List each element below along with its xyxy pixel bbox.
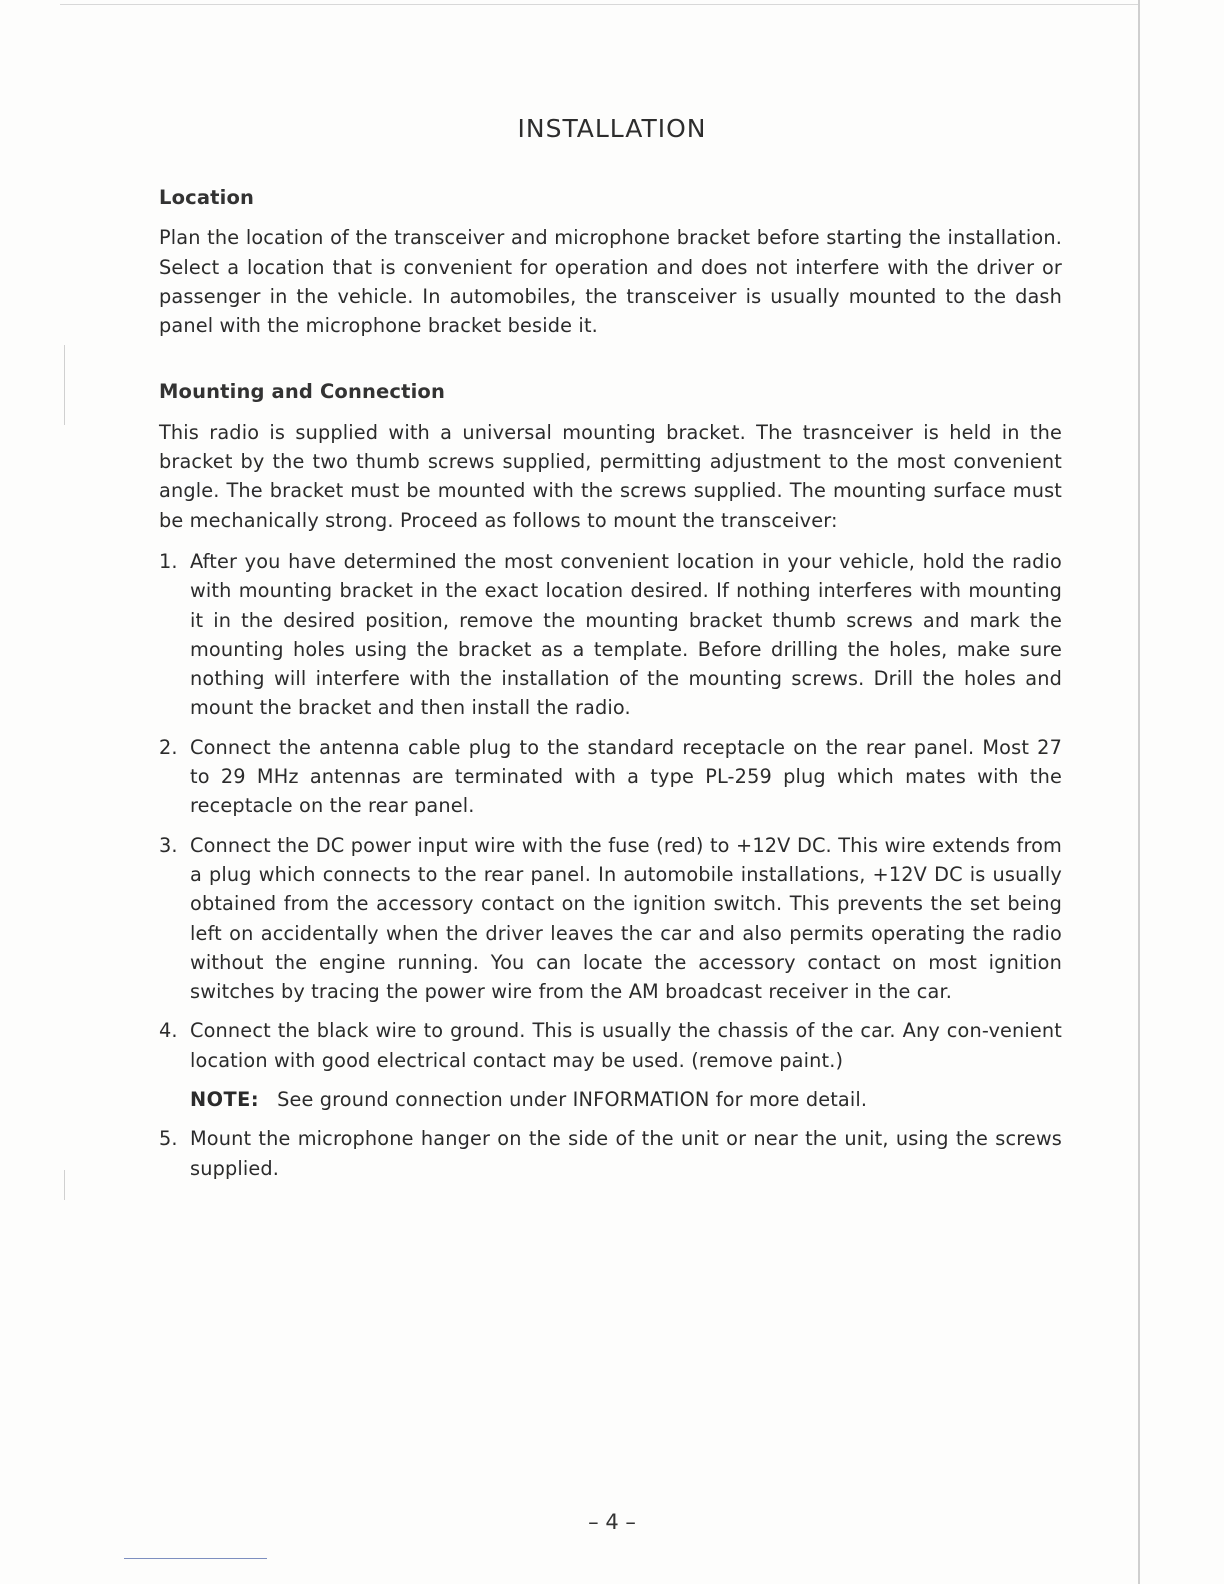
mounting-section [159, 377, 1062, 1182]
step-number: 1. [159, 549, 178, 573]
location-paragraph: Plan the location of the transceiver and microphone bracket before starting the installation. Select a location that is convenient for operation and does not interfere with the driver or passenger in the vehicle. In automobiles, the transceiver is usually mounted to the dash panel with the microphone bracket beside it. [159, 226, 1062, 338]
step-text: Connect the DC power input wire with the fuse (red) to +12V DC. This wire extends from a plug which connects to the rear panel. In automobile installations, +12V DC is usually obtained from the accessory contact on the ignition switch. This prevents the set being left on accidentally when the driver leaves the car and also permits operating the radio without the engine running. You can locate the accessory contact on most ignition switches by tracing the power wire from the AM broadcast receiver in the car. [190, 833, 1062, 1004]
note-label: NOTE: [190, 1088, 260, 1112]
step-number: 5. [159, 1127, 178, 1151]
scan-top-edge [60, 4, 1140, 5]
list-item [159, 1124, 1062, 1183]
step-number: 3. [159, 833, 178, 857]
list-item [159, 1016, 1062, 1075]
mounting-heading: Mounting and Connection [159, 380, 445, 404]
step-text: Mount the microphone hanger on the side of the unit or near the unit, using the screws supplied. [190, 1127, 1062, 1180]
mounting-paragraph: This radio is supplied with a universal mounting bracket. The trasnceiver is held in the bracket by the two thumb screws supplied, permitting adjustment to the most convenient angle. The bracket must be mounted with the screws supplied. The mounting surface must be mechanically strong. Proceed as follows to mount the transceiver: [159, 420, 1062, 532]
page-number: – 4 – [588, 1510, 636, 1534]
step-text: After you have determined the most convenient location in your vehicle, hold the radio with mounting bracket in the exact location desired. If nothing interferes with mounting it in the desired position, remove the mounting bracket thumb screws and mark the mounting holes using the bracket as a template. Before drilling the holes, make sure nothing will interfere with the installation of the mounting screws. Drill the holes and mount the bracket and then install the radio. [190, 549, 1062, 720]
step-number: 4. [159, 1019, 178, 1043]
list-item [159, 547, 1062, 723]
list-item [159, 733, 1062, 821]
step-number: 2. [159, 735, 178, 759]
location-heading: Location [159, 186, 255, 209]
location-section [159, 183, 1062, 340]
step-text: Connect the black wire to ground. This is usually the chassis of the car. Any con-venient location with good electrical contact may be used. (remove paint.) [190, 1019, 1062, 1072]
scan-left-mark [64, 345, 65, 425]
page-title: INSTALLATION [517, 114, 707, 143]
list-item [159, 831, 1062, 1007]
step-text: Connect the antenna cable plug to the standard receptacle on the rear panel. Most 27 to 29 MHz antennas are terminated with a type PL-259 plug which mates with the receptacle on the rear panel. [190, 735, 1062, 818]
scan-bottom-line [124, 1558, 267, 1559]
scan-left-mark [64, 1170, 65, 1200]
page-content [159, 183, 1062, 1193]
steps-list [159, 547, 1062, 1183]
note-text: See ground connection under INFORMATION for more detail. [277, 1088, 868, 1112]
scan-right-edge [1138, 0, 1140, 1584]
note [190, 1085, 1062, 1114]
